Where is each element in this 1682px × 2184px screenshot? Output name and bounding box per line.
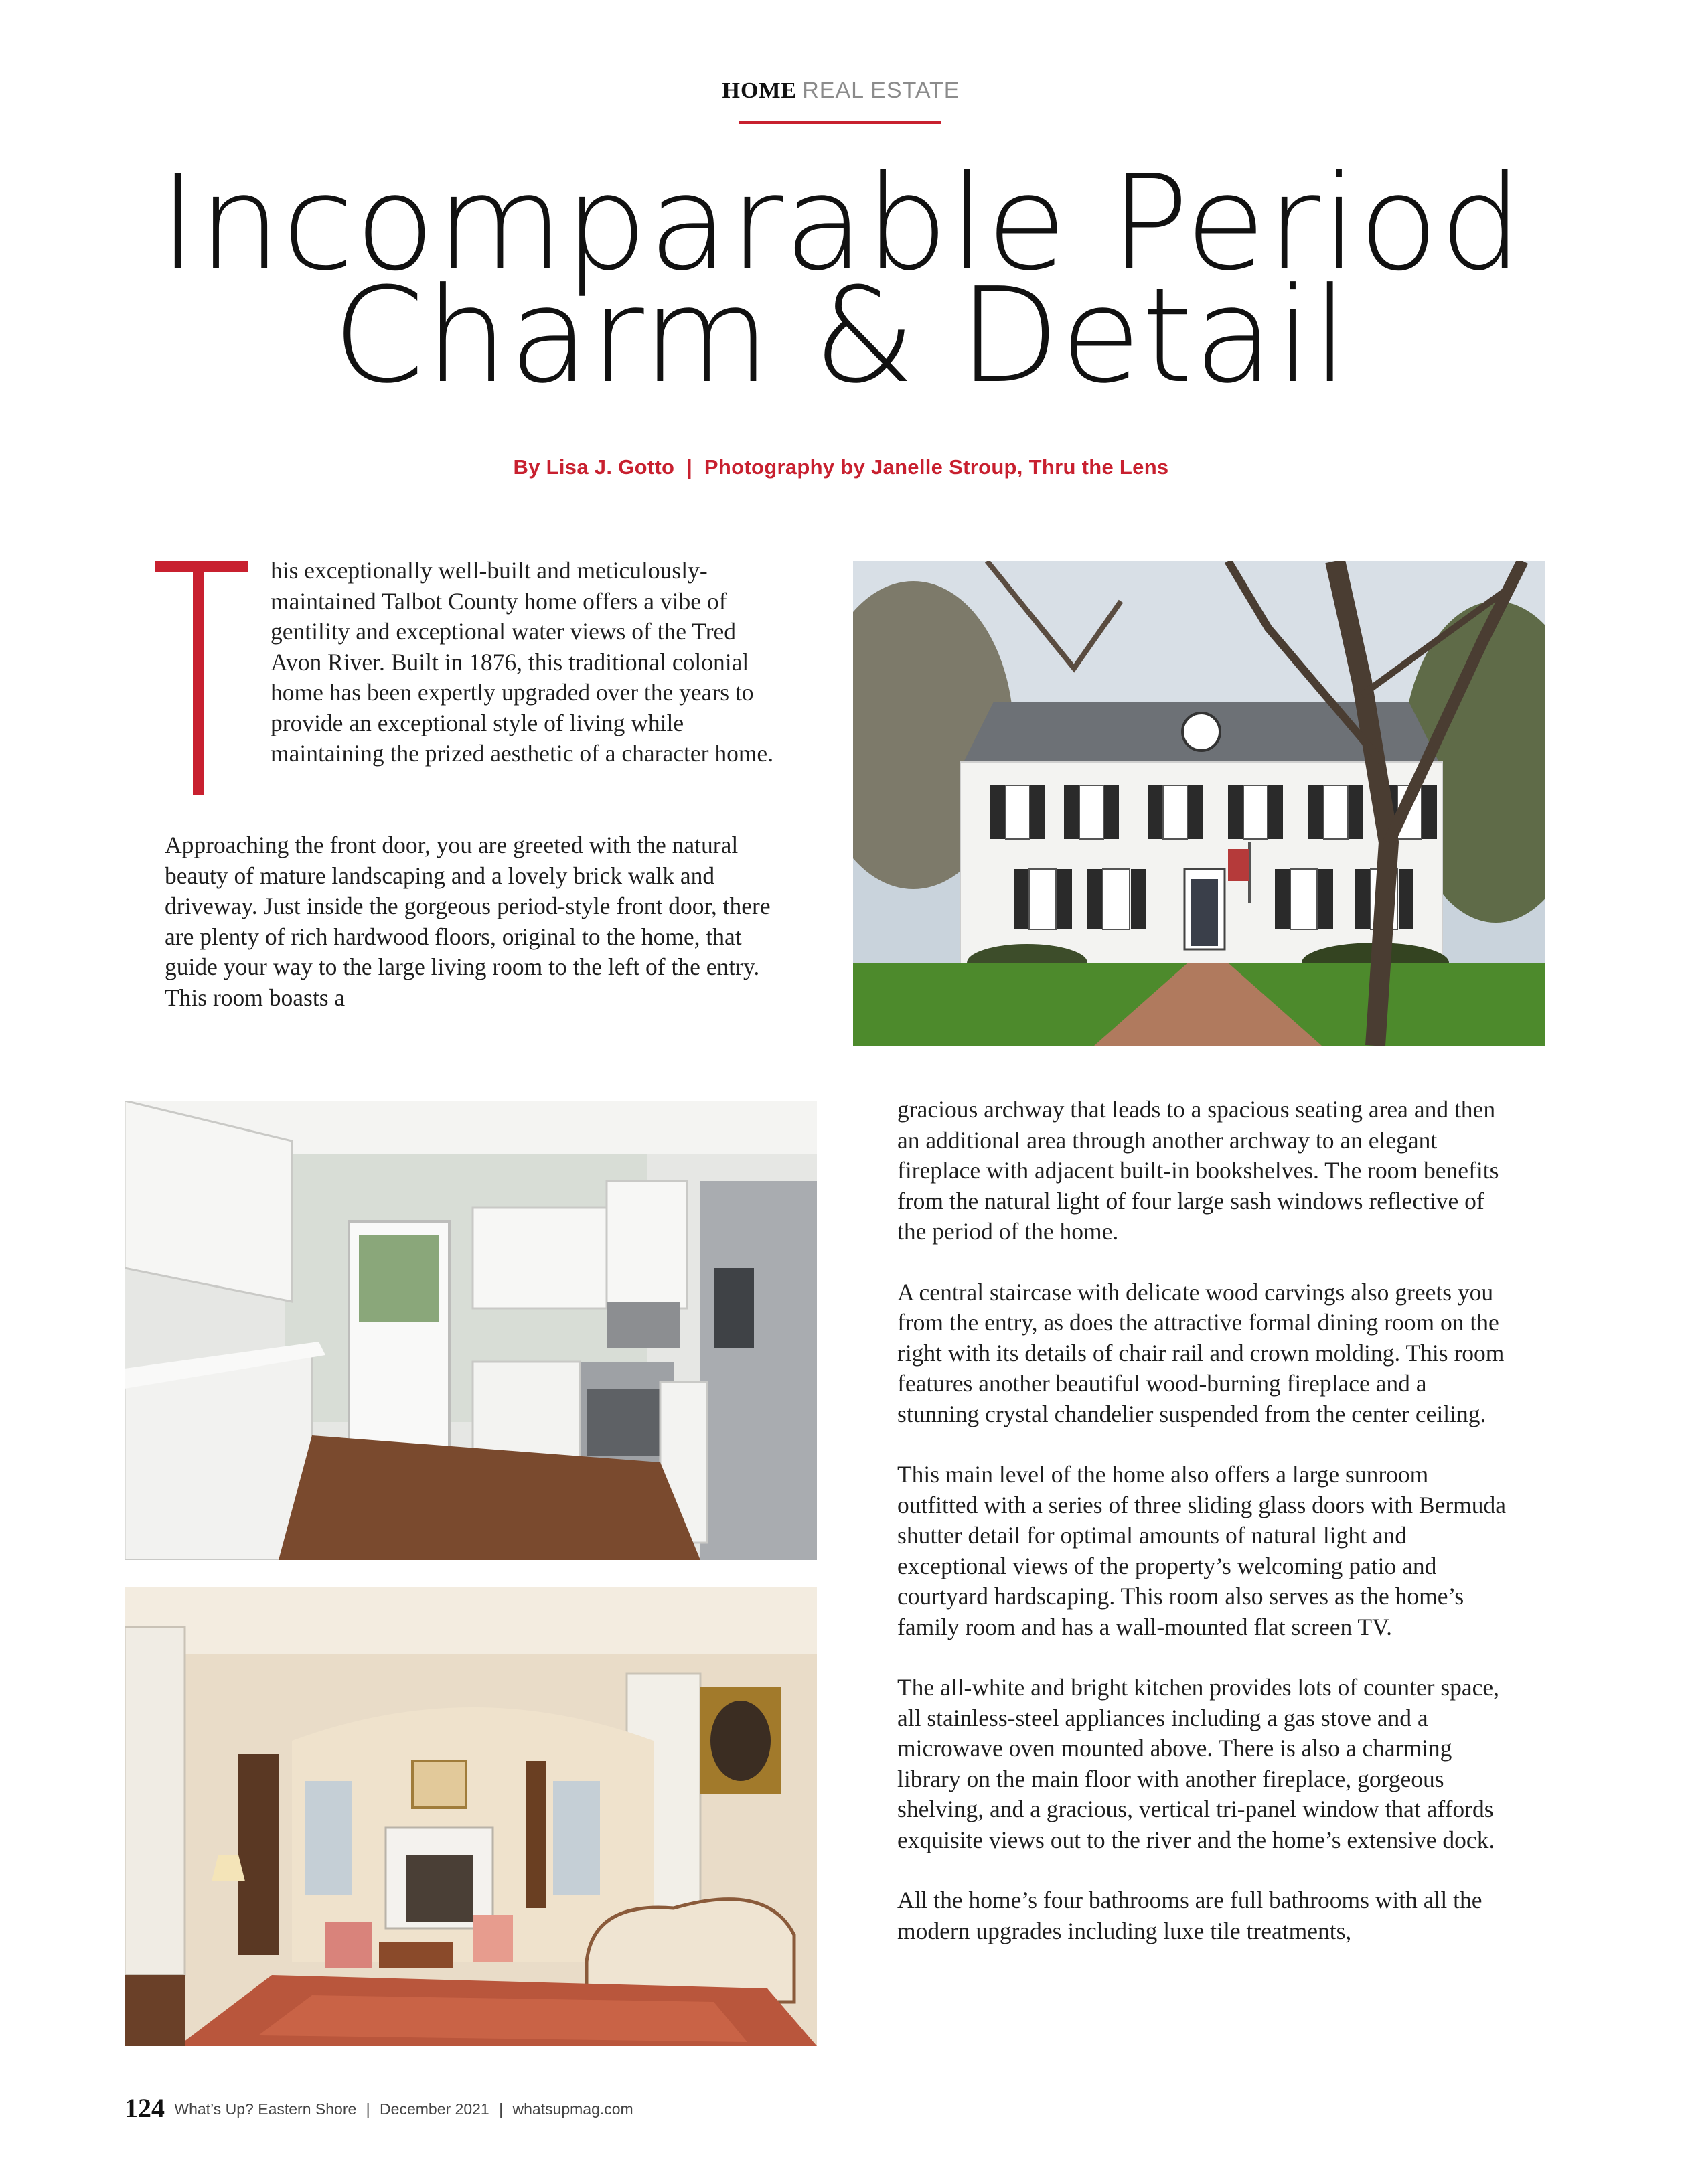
dropcap-letter: [154, 553, 155, 554]
byline: By Lisa J. Gotto | Photography by Janelle Stroup, Thru the Lens: [513, 455, 1169, 479]
section-label-home: HOME: [722, 78, 797, 103]
kitchen-photo: [125, 1101, 817, 1560]
intro-text: his exceptionally well-built and meticulously-maintained Talbot County home offers a vibe of gentility and exceptional water views of the Tred Avon River. Built in 1876, this traditional colonial home has been expertly upgraded over the years to provide an exceptional style of living while maintaining the prized aesthetic of a character home.: [271, 557, 774, 767]
footer-site: whatsupmag.com: [512, 2100, 633, 2118]
col2-paragraph-5: All the home’s four bathrooms are full bathrooms with all the modern upgrades including luxe tile treatments,: [897, 1887, 1482, 1944]
footer-publication: What’s Up? Eastern Shore: [174, 2100, 357, 2118]
footer-issue: December 2021: [380, 2100, 489, 2118]
house-exterior-photo: [853, 561, 1545, 1046]
footer-sep-1: |: [366, 2100, 370, 2118]
page-number: 124: [125, 2093, 165, 2123]
col2-paragraph-4: The all-white and bright kitchen provides lots of counter space, all stainless-steel appliances including a gas stove and a microwave oven mounted above. There is also a charming library on the main floor with another fireplace, gorgeous shelving, and a gracious, vertical tri-panel window that affords exquisite views out to the river and the home’s extensive dock.: [897, 1674, 1500, 1853]
title-line-1: Incomparable Period: [159, 147, 1523, 300]
page-footer: [125, 2092, 633, 2124]
col2-paragraph-3: This main level of the home also offers a large sunroom outfitted with a series of three sliding glass doors with Bermuda shutter detail for optimal amounts of natural light and exceptional views of the property’s welcoming patio and courtyard hardscaping. This room also serves as the home’s family room and has a wall-mounted flat screen TV.: [897, 1461, 1507, 1640]
page-title: [0, 147, 1682, 412]
living-room-photo: [125, 1587, 817, 2046]
col2-paragraph-1: gracious archway that leads to a spacious seating area and then an additional area through another archway to an elegant fireplace with adjacent built-in bookshelves. The room benefits from the natural light of four large sash windows reflective of the period of the home.: [897, 1096, 1499, 1245]
footer-sep-2: |: [499, 2100, 504, 2118]
section-label: [0, 79, 1682, 102]
intro-paragraph: [271, 556, 779, 799]
title-line-2: Charm & Detail: [332, 260, 1350, 412]
paragraph-2: [165, 830, 787, 1043]
col2-paragraph-2: A central staircase with delicate wood carvings also greets you from the entry, as does the attractive formal dining room on the right with its details of chair rail and crown molding. This room features another beautiful wood-burning fireplace and a stunning crystal chandelier suspended from the center ceiling.: [897, 1278, 1505, 1427]
para2-text: Approaching the front door, you are greeted with the natural beauty of mature landscaping and a lovely brick walk and driveway. Just inside the gorgeous period-style front door, there are plenty of rich hardwood floors, original to the home, that guide your way to the large living room to the left of the entry. This room boasts a: [165, 832, 771, 1011]
right-column: [897, 1095, 1513, 1976]
dropcap-stem: [193, 561, 204, 795]
section-label-sub: REAL ESTATE: [802, 78, 960, 103]
section-rule: [739, 121, 941, 124]
